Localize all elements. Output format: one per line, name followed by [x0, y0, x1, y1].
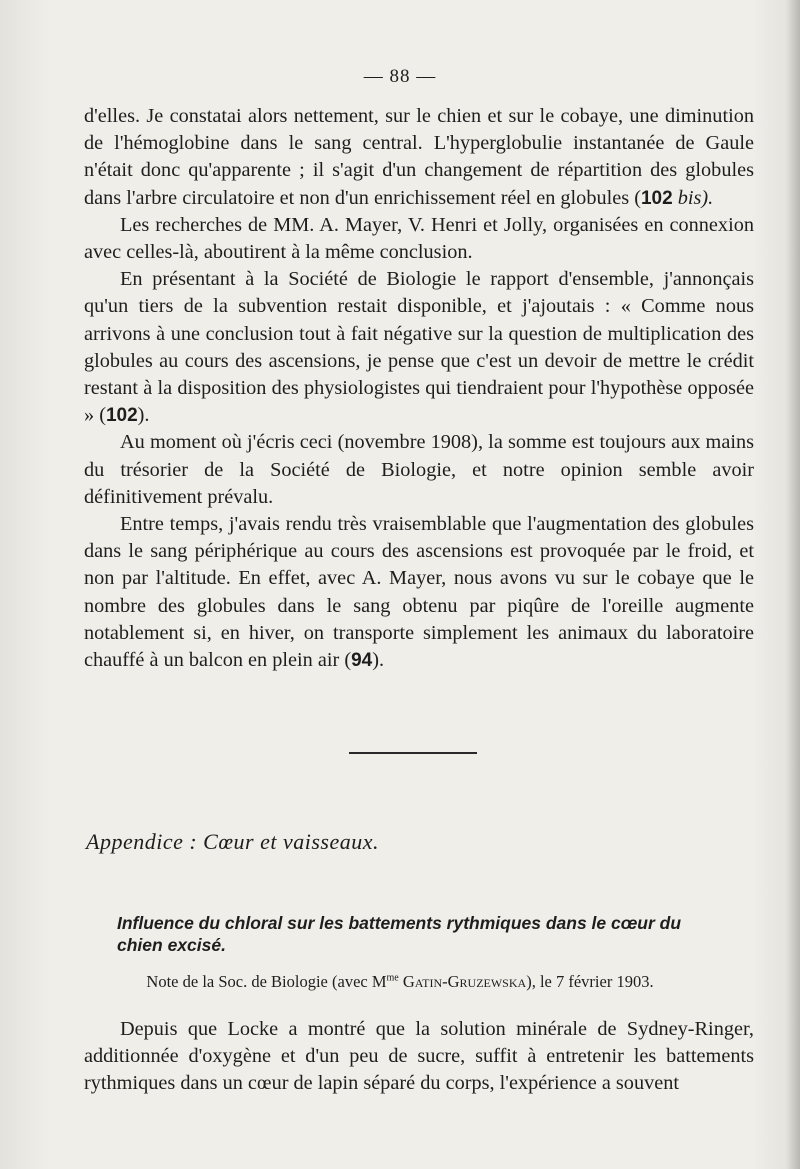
- paragraph: En présentant à la Société de Biologie le rapport d'ensemble, j'annonçais qu'un tiers de la subvention restait disponible, et j'ajoutais : « Comme nous arrivons à une conclusion tout à fait négative sur la question de multiplication des globules au cours des ascensions, je pense que c'est un devoir de mettre le crédit restant à la disposition des physiologistes qui tiendraient pour l'hypothèse opposée » (102).: [84, 268, 754, 427]
- reference-number: 94: [351, 650, 373, 672]
- source-note: Note de la Soc. de Biologie (avec $M^{me}$ Gatin-Gruzewska), le 7 février 1903.: [146, 972, 654, 991]
- reference-number: 102: [105, 405, 138, 427]
- paragraph: Au moment où j'écris ceci (novembre 1908), la somme est toujours aux mains du trésorier de la Société de Biologie, et notre opinion semble avoir définitivement prévalu.: [84, 431, 754, 508]
- paragraph: Depuis que Locke a montré que la solution minérale de Sydney-Ringer, additionnée d'oxygène et d'un peu de sucre, suffit à entretenir les battements rythmiques dans un cœur de lapin séparé du corps, l'expérience a souvent: [84, 1018, 754, 1095]
- page-number: — 88 —: [363, 66, 437, 87]
- reference-number: 102: [640, 187, 673, 209]
- body-text-bottom: [84, 1016, 754, 1098]
- paragraph: Entre temps, j'avais rendu très vraisemblable que l'augmentation des globules dans le sang périphérique au cours des ascensions est provoquée par le froid, et non par l'altitude. En effet, avec A. Mayer, nous avons vu sur le cobaye que le nombre des globules dans le sang obtenu par piqûre de l'oreille augmente notablement si, en hiver, on transporte simplement les animaux du laboratoire chauffé à un balcon en plein air (94).: [84, 513, 754, 672]
- paragraph: Les recherches de MM. A. Mayer, V. Henri et Jolly, organisées en connexion avec celles-là, aboutirent à la même conclusion.: [84, 213, 754, 264]
- section-divider: [349, 752, 477, 754]
- body-text-top: [84, 103, 754, 674]
- paragraph: d'elles. Je constatai alors nettement, sur le chien et sur le cobaye, une diminution de l'hémoglobine dans le sang central. L'hyperglobulie instantanée de Gaule n'était donc qu'apparente ; il s'agit d'un changement de répartition des globules dans l'arbre circulatoire et non d'un enrichissement réel en globules (102 bis).: [84, 105, 754, 209]
- appendix-title: Appendice : Cœur et vaisseaux.: [86, 829, 379, 854]
- page-edge-shadow: [786, 0, 800, 1169]
- section-title: Influence du chloral sur les battements rythmiques dans le cœur du chien excisé.: [117, 913, 682, 955]
